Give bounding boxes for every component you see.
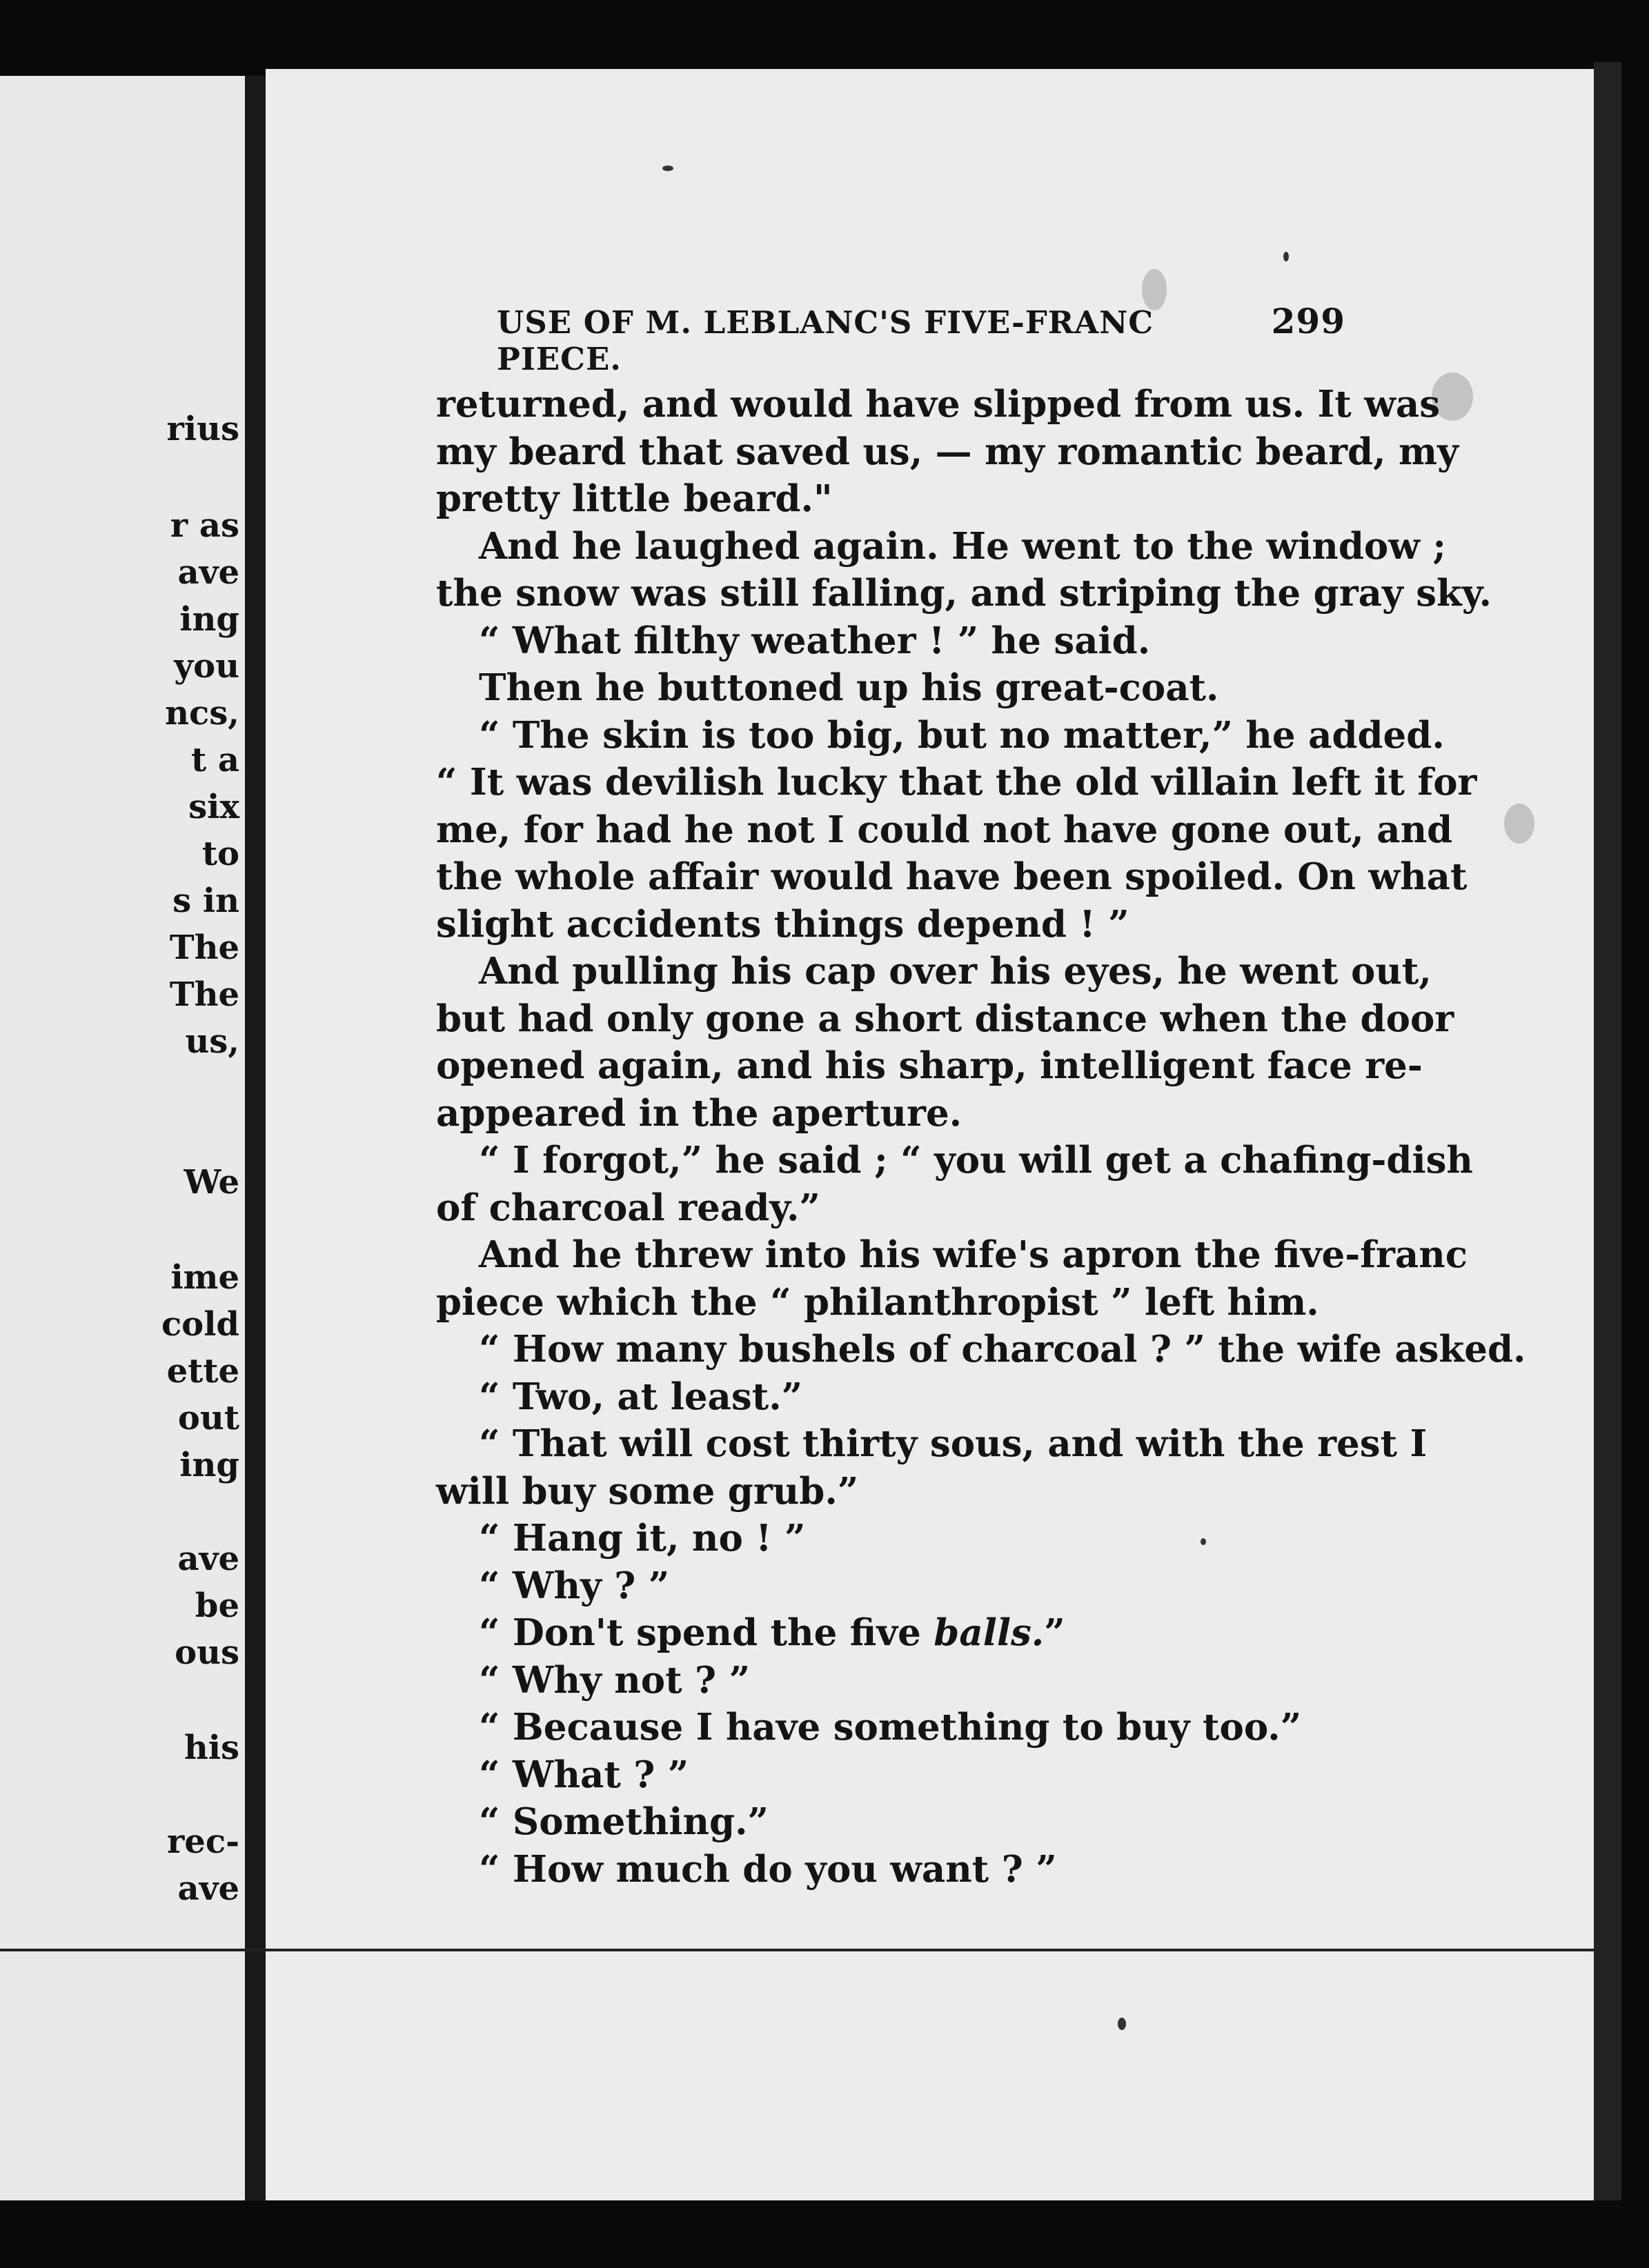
line-text: “ Don't spend the five (479, 1611, 934, 1654)
left-fragment: ime (170, 1258, 239, 1297)
left-fragment: ous (175, 1633, 239, 1672)
text-line: will buy some grub.” (436, 1469, 859, 1513)
left-fragment: us, (185, 1022, 239, 1061)
left-fragment: his (184, 1729, 239, 1767)
left-fragment: six (188, 788, 239, 826)
speck (1283, 252, 1289, 261)
text-line: “ What filthy weather ! ” he said. (479, 619, 1151, 662)
left-fragment: ave (177, 553, 239, 592)
text-line: “ The skin is too big, but no matter,” he added. (479, 713, 1445, 757)
left-fragment: ing (179, 600, 239, 639)
previous-page-strip (0, 76, 245, 2200)
left-fragment: rius (166, 410, 239, 448)
page-edge-shadow (1594, 62, 1621, 2200)
left-fragment: ing (179, 1446, 239, 1484)
text-line: pretty little beard." (436, 477, 833, 520)
text-line: “ That will cost thirty sous, and with the rest I (479, 1422, 1428, 1465)
text-line: the whole affair would have been spoiled. On what (436, 855, 1468, 898)
text-line: “ Because I have something to buy too.” (479, 1706, 1302, 1749)
text-line: “ How many bushels of charcoal ? ” the wife asked. (479, 1328, 1526, 1371)
left-fragment: t a (191, 741, 239, 779)
book-gutter (245, 76, 266, 2200)
left-fragment: you (174, 647, 239, 686)
closing-quote: ” (1044, 1611, 1065, 1654)
left-fragment: to (201, 835, 239, 873)
left-fragment: be (195, 1586, 239, 1625)
left-fragment: We (184, 1163, 239, 1202)
scan-fold-line (0, 1949, 1601, 1951)
text-line: my beard that saved us, — my romantic beard, my (436, 430, 1459, 473)
text-line: “ I forgot,” he said ; “ you will get a chafing-dish (479, 1139, 1473, 1182)
body-text (436, 381, 1526, 1893)
speck (662, 166, 673, 171)
text-line: returned, and would have slipped from us. It was (436, 383, 1441, 426)
text-line: but had only gone a short distance when the door (436, 997, 1454, 1040)
text-line: “ What ? ” (479, 1753, 689, 1796)
running-title: USE OF M. LEBLANC'S FIVE-FRANC PIECE. (497, 304, 1154, 377)
left-fragment: ncs, (165, 694, 239, 733)
text-line: appeared in the aperture. (436, 1091, 962, 1135)
left-fragment: s in (172, 882, 239, 920)
left-fragment: ave (177, 1869, 239, 1908)
left-fragment: r as (170, 506, 239, 545)
text-line: “ Hang it, no ! ” (479, 1517, 806, 1560)
text-line: Then he buttoned up his great-coat. (479, 666, 1219, 709)
left-fragment: ave (177, 1540, 239, 1578)
text-line: opened again, and his sharp, intelligent face re- (436, 1044, 1423, 1087)
smudge (1504, 804, 1534, 844)
text-line: “ Something.” (479, 1800, 769, 1843)
text-line: And he laughed again. He went to the window ; (479, 524, 1446, 568)
italic-word: balls. (934, 1611, 1045, 1654)
text-line: the snow was still falling, and striping the gray sky. (436, 572, 1492, 615)
page-number: 299 (1271, 301, 1345, 341)
text-line: me, for had he not I could not have gone out, and (436, 808, 1453, 851)
speck (1118, 2018, 1126, 2030)
text-line: of charcoal ready.” (436, 1186, 820, 1229)
text-line: piece which the “ philanthropist ” left him. (436, 1280, 1319, 1324)
left-fragment: rec- (167, 1822, 239, 1861)
left-fragment: cold (161, 1305, 239, 1344)
text-line: “ Two, at least.” (479, 1375, 803, 1418)
text-line: slight accidents things depend ! ” (436, 902, 1129, 946)
left-fragment: out (177, 1399, 239, 1438)
text-line: “ It was devilish lucky that the old villain left it for (436, 761, 1477, 804)
text-line: “ Why not ? ” (479, 1658, 751, 1702)
text-line: “ How much do you want ? ” (479, 1847, 1057, 1891)
left-fragment: The (169, 928, 239, 967)
text-line: And pulling his cap over his eyes, he went out, (479, 950, 1432, 993)
text-line: “ Why ? ” (479, 1564, 670, 1607)
running-header (497, 301, 1345, 377)
left-fragment: The (169, 975, 239, 1014)
left-fragment: ette (166, 1352, 239, 1391)
text-line (436, 1609, 1354, 1657)
text-line: And he threw into his wife's apron the five-franc (479, 1233, 1468, 1276)
